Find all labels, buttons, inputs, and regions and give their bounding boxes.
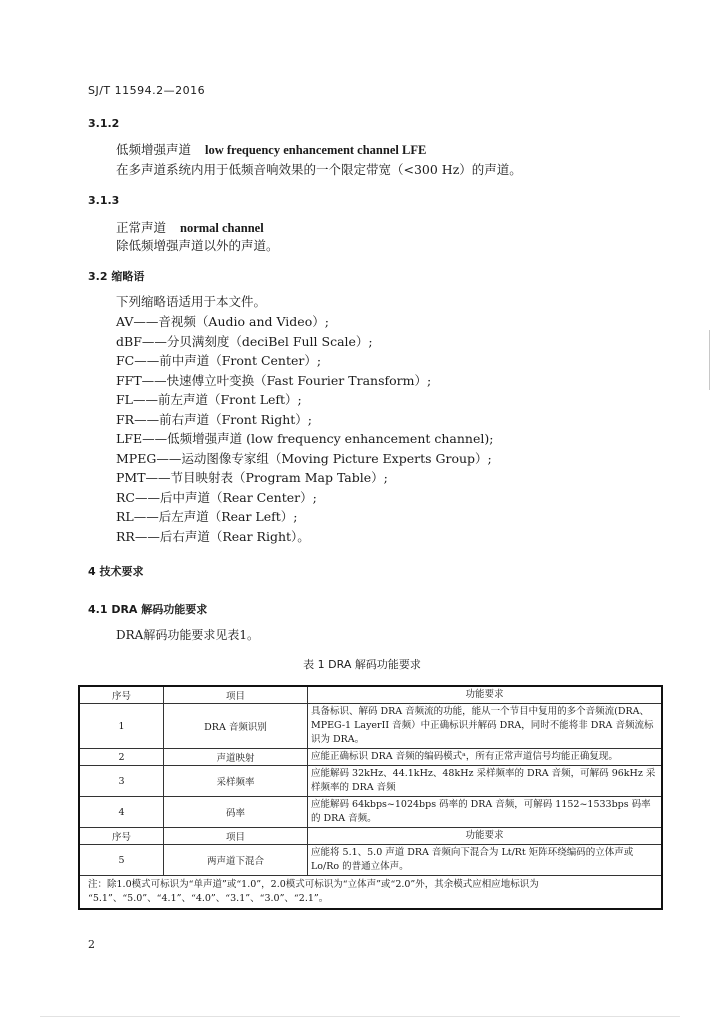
clause-4-1-text: DRA解码功能要求见表1。 [116, 628, 259, 642]
scan-bottom-rule [40, 1016, 680, 1017]
header-cell: 序号 [79, 828, 164, 845]
table-caption: 表 1 DRA 解码功能要求 [303, 658, 421, 671]
abbreviation-item: RR——后右声道（Rear Right）。 [116, 528, 310, 544]
scan-edge-mark [709, 330, 710, 390]
page-number: 2 [88, 938, 95, 951]
abbreviation-item: RL——后左声道（Rear Left）; [116, 509, 298, 524]
table-row [79, 845, 662, 876]
row-item: DRA 音频识别 [164, 704, 308, 749]
row-item: 声道映射 [164, 749, 308, 766]
clause-3-1-2-number: 3.1.2 [88, 117, 120, 130]
header-cell: 项目 [164, 828, 308, 845]
row-requirement: 应能正确标识 DRA 音频的编码模式ᵃ，所有正常声道信号均能正确复现。 [308, 749, 663, 766]
table-header-row-repeat [79, 828, 662, 845]
abbreviation-item: FFT——快速傅立叶变换（Fast Fourier Transform）; [116, 372, 432, 388]
header-cell: 功能要求 [308, 828, 663, 845]
row-number: 5 [79, 845, 164, 876]
clause-3-1-2-definition: 在多声道系统内用于低频音响效果的一个限定带宽（<300 Hz）的声道。 [116, 162, 522, 177]
term-zh: 低频增强声道 [116, 142, 192, 157]
row-requirement: 应能将 5.1、5.0 声道 DRA 音频向下混合为 Lt/Rt 矩阵环绕编码的立体声或 Lo/Ro 的普通立体声。 [308, 845, 663, 876]
table-row [79, 704, 662, 749]
table-note-row [79, 876, 662, 910]
header-cell: 功能要求 [308, 686, 663, 704]
abbreviation-item: AV——音视频（Audio and Video）; [116, 314, 329, 329]
term-en: normal channel [180, 221, 264, 235]
term-zh: 正常声道 [116, 220, 167, 235]
table-row [79, 749, 662, 766]
abbreviation-item: MPEG——运动图像专家组（Moving Picture Experts Group）; [116, 450, 492, 466]
header-cell: 序号 [79, 686, 164, 704]
abbreviation-item: PMT——节目映射表（Program Map Table）; [116, 470, 388, 485]
abbreviation-item: LFE——低频增强声道 (low frequency enhancement channel); [116, 431, 494, 446]
row-item: 码率 [164, 797, 308, 828]
abbreviation-item: FC——前中声道（Front Center）; [116, 353, 322, 368]
term-en: low frequency enhancement channel LFE [205, 143, 427, 157]
row-number: 3 [79, 766, 164, 797]
abbreviations-intro: 下列缩略语适用于本文件。 [116, 294, 267, 309]
row-number: 1 [79, 704, 164, 749]
abbreviation-item: RC——后中声道（Rear Center）; [116, 489, 317, 505]
table-row [79, 766, 662, 797]
row-requirement: 具备标识、解码 DRA 音频流的功能，能从一个节目中复用的多个音频流(DRA、MPEG-1 LayerII 音频）中正确标识并解码 DRA，同时不能将非 DRA 音频流标识为 DRA。 [308, 704, 663, 749]
abbreviation-list [116, 312, 493, 546]
header-cell: 项目 [164, 686, 308, 704]
clause-4-heading: 4 技术要求 [88, 565, 144, 578]
clause-3-1-3-number: 3.1.3 [88, 194, 120, 207]
abbreviation-item: FR——前右声道（Front Right）; [116, 411, 313, 427]
row-item: 两声道下混合 [164, 845, 308, 876]
standard-code-header: SJ/T 11594.2—2016 [88, 84, 206, 97]
row-number: 2 [79, 749, 164, 766]
clause-4-1-heading: 4.1 DRA 解码功能要求 [88, 603, 208, 616]
clause-3-1-3-term [116, 219, 264, 237]
abbreviation-item: FL——前左声道（Front Left）; [116, 392, 302, 407]
clause-3-1-3-definition: 除低频增强声道以外的声道。 [116, 238, 279, 253]
row-number: 4 [79, 797, 164, 828]
row-requirement: 应能解码 64kbps~1024bps 码率的 DRA 音频，可解码 1152~1533bps 码率的 DRA 音频。 [308, 797, 663, 828]
table-row [79, 797, 662, 828]
clause-3-1-2-term [116, 141, 426, 159]
row-item: 采样频率 [164, 766, 308, 797]
abbreviation-item: dBF——分贝满刻度（deciBel Full Scale）; [116, 333, 373, 349]
table-header-row [79, 686, 662, 704]
table-note: 注：除1.0模式可标识为“单声道”或“1.0”，2.0模式可标识为“立体声”或“2.0”外，其余模式应相应地标识为 “5.1”、“5.0”、“4.1”、“4.0”、“3.1”、“3.0”、“2.1”。 [79, 876, 662, 910]
row-requirement: 应能解码 32kHz、44.1kHz、48kHz 采样频率的 DRA 音频，可解码 96kHz 采样频率的 DRA 音频 [308, 766, 663, 797]
requirements-table [78, 685, 663, 910]
clause-3-2-heading: 3.2 缩略语 [88, 270, 145, 283]
